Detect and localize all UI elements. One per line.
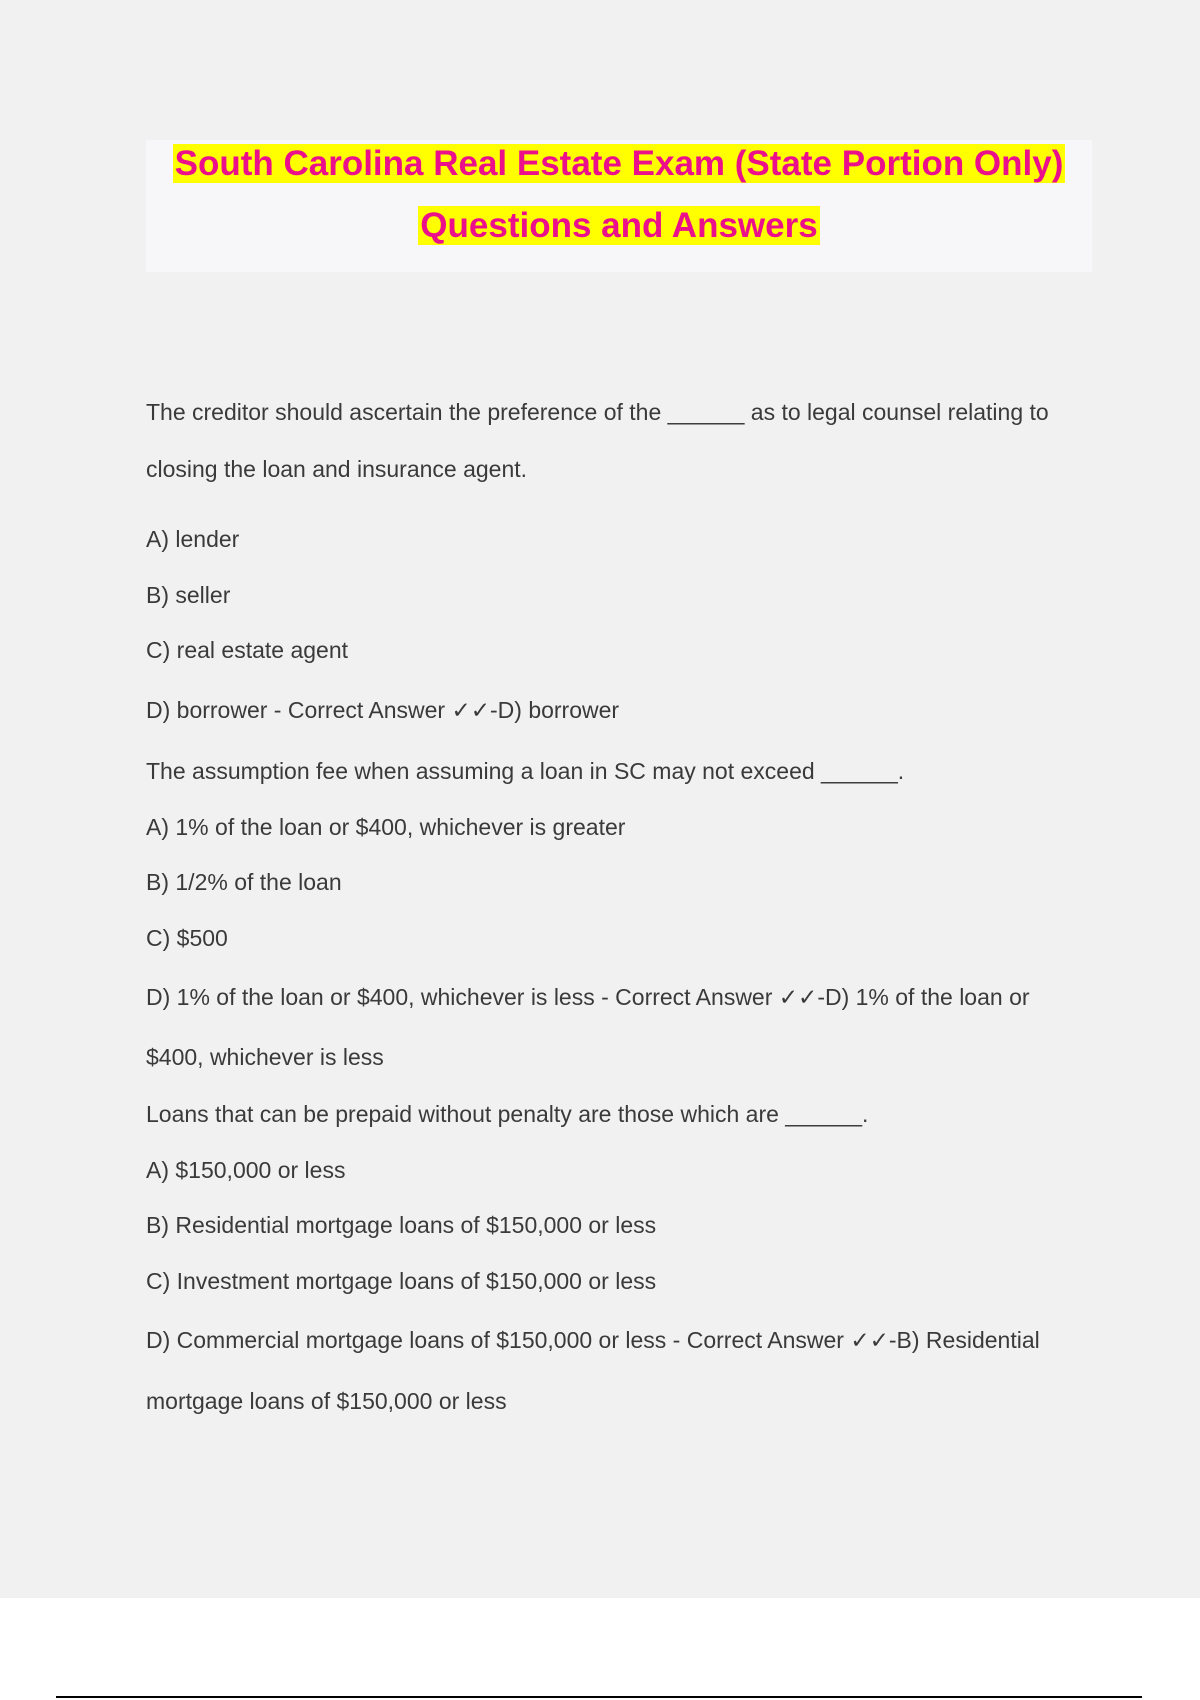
question-1-option-b: B) seller [146, 582, 231, 608]
question-2-option-d-answer-line-1: D) 1% of the loan or $400, whichever is less - Correct Answer ✓✓-D) 1% of the loan or [146, 984, 1030, 1010]
question-3-option-a: A) $150,000 or less [146, 1157, 346, 1183]
footer-rule [56, 1696, 1142, 1698]
question-2-option-b: B) 1/2% of the loan [146, 869, 342, 895]
question-1-option-a: A) lender [146, 526, 240, 552]
title-line-2 [146, 206, 1092, 246]
question-1-text-line-1: The creditor should ascertain the preference of the ______ as to legal counsel relating to [146, 399, 1049, 425]
question-3-option-b: B) Residential mortgage loans of $150,000 or less [146, 1212, 657, 1238]
question-2-text: The assumption fee when assuming a loan in SC may not exceed ______. [146, 758, 905, 784]
question-3-option-d-answer-line-2: mortgage loans of $150,000 or less [146, 1388, 507, 1414]
question-1-text-line-2: closing the loan and insurance agent. [146, 456, 528, 482]
question-3-option-d-answer-line-1: D) Commercial mortgage loans of $150,000 or less - Correct Answer ✓✓-B) Residential [146, 1327, 1040, 1353]
question-3-option-c: C) Investment mortgage loans of $150,000 or less [146, 1268, 657, 1294]
question-2-option-d-answer-line-2: $400, whichever is less [146, 1044, 384, 1070]
title-box [146, 140, 1092, 272]
question-1-option-d-answer: D) borrower - Correct Answer ✓✓-D) borrower [146, 697, 620, 723]
question-2-option-c: C) $500 [146, 925, 228, 951]
title-text-2: Questions and Answers [420, 206, 818, 245]
question-2-option-a: A) 1% of the loan or $400, whichever is greater [146, 814, 626, 840]
title-text-1: South Carolina Real Estate Exam (State Portion Only) [174, 144, 1064, 183]
question-1-option-c: C) real estate agent [146, 637, 349, 663]
question-3-text: Loans that can be prepaid without penalty are those which are ______. [146, 1101, 869, 1127]
title-line-1 [146, 144, 1092, 184]
